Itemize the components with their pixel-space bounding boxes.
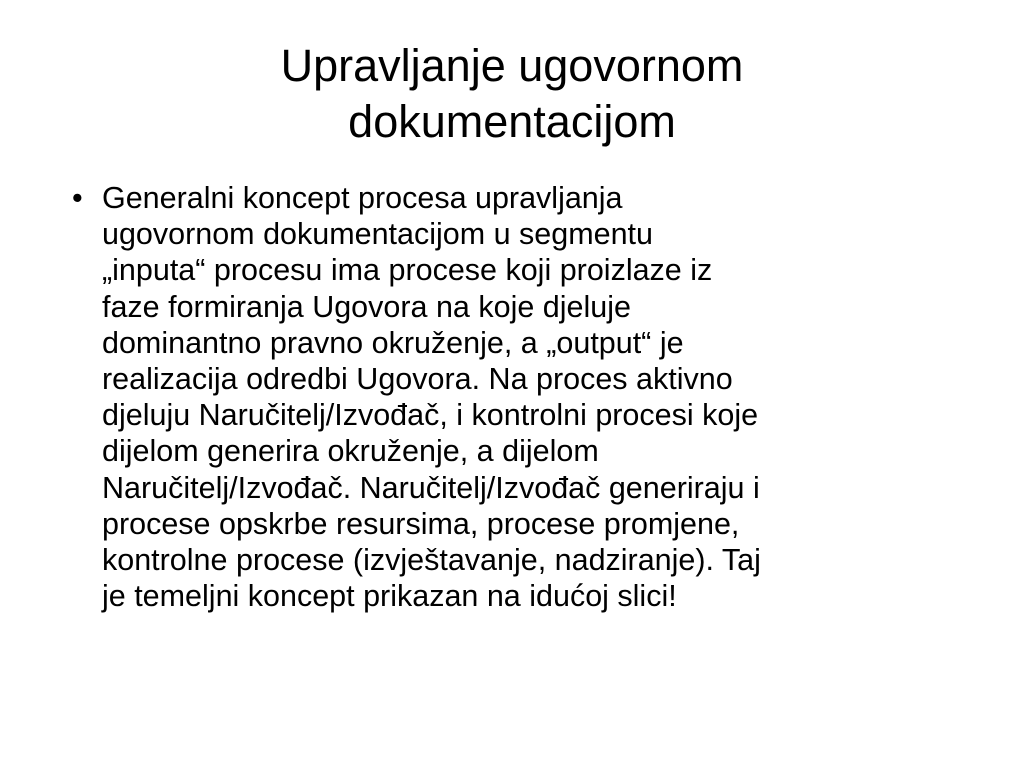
bullet-list [72, 180, 982, 614]
bullet-text-line: realizacija odredbi Ugovora. Na proces aktivno [102, 362, 733, 397]
bullet-text-line: dominantno pravno okruženje, a „output“ je [102, 325, 684, 360]
bullet-text-line: kontrolne procese (izvještavanje, nadziranje). Taj [102, 543, 761, 578]
bullet-item [72, 180, 982, 614]
bullet-text-line: Generalni koncept procesa upravljanja [102, 181, 623, 215]
bullet-text-line: procese opskrbe resursima, procese promjene, [102, 506, 740, 541]
bullet-text-line: „inputa“ procesu ima procese koji proizlaze iz [102, 253, 713, 288]
bullet-text-line: ugovornom dokumentacijom u segmentu [102, 217, 653, 252]
bullet-text-line: faze formiranja Ugovora na koje djeluje [102, 289, 631, 324]
bullet-text-line: djeluju Naručitelj/Izvođač, i kontrolni procesi koje [102, 398, 759, 433]
bullet-icon: • [72, 181, 83, 215]
bullet-text [102, 180, 982, 614]
bullet-text-line: Naručitelj/Izvođač. Naručitelj/Izvođač generiraju i [102, 470, 760, 505]
bullet-text-line: je temeljni koncept prikazan na idućoj slici! [102, 579, 677, 614]
slide-title-line: dokumentacijom [348, 96, 676, 147]
slide-title [0, 38, 1024, 150]
bullet-text-line: dijelom generira okruženje, a dijelom [102, 434, 599, 469]
slide-title-line: Upravljanje ugovornom [280, 40, 744, 91]
